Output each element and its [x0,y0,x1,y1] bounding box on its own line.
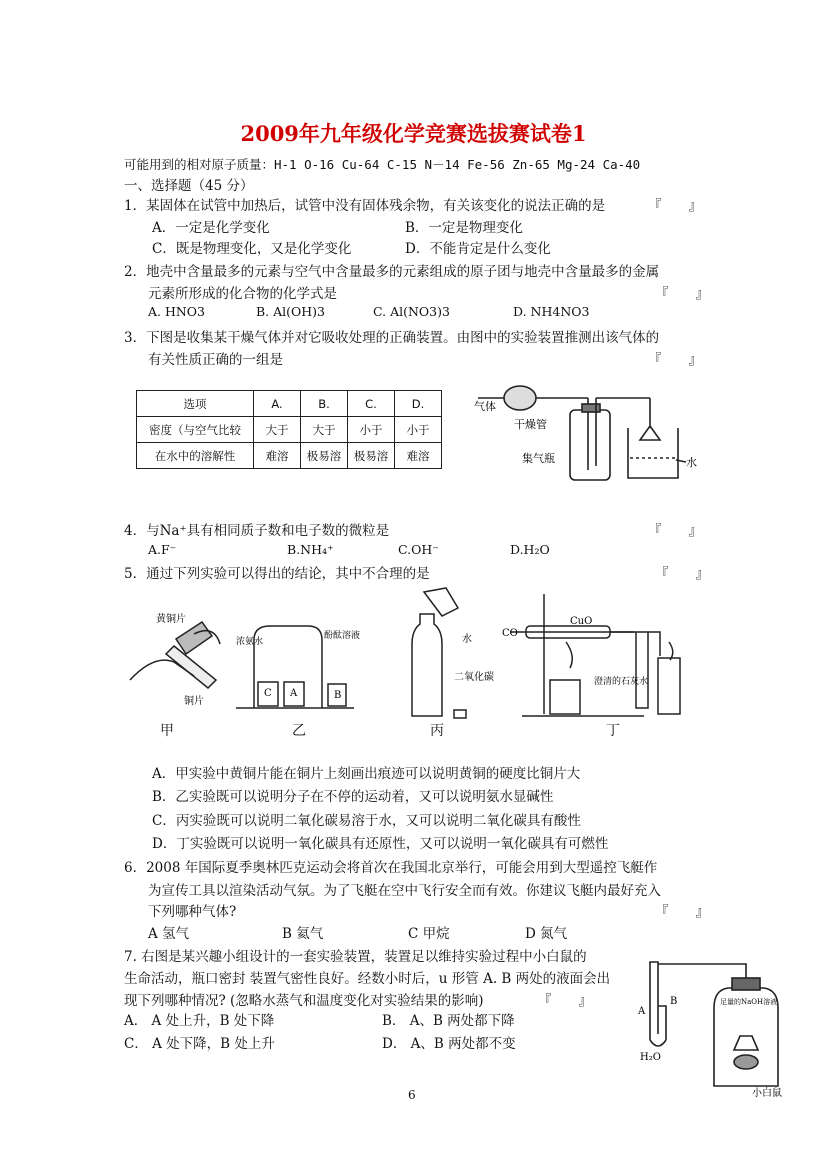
atomic-masses: 可能用到的相对原子质量：H-1 O-16 Cu-64 C-15 N－14 Fe-56 Zn-65 Mg-24 Ca-40 [124,157,641,172]
q2-option-d: D. NH4NO3 [513,304,590,319]
q5-answer-bracket: 『 』 [655,566,709,582]
table-cell: 难溶 [395,443,442,469]
table-cell: 小于 [348,417,395,443]
q1-option-b: B．一定是物理变化 [405,220,523,236]
co2-label: 二氧化碳 [454,672,494,683]
table-row [137,443,442,469]
dryer-label: 干燥管 [514,418,547,431]
co-label: CO [502,628,518,639]
table-cell: D. [395,391,442,417]
table-row [137,417,442,443]
label-a: A [638,1006,646,1017]
q3-stem-line1: 3．下图是收集某干燥气体并对它吸收处理的正确装置。由图中的实验装置推测出该气体的 [124,330,660,346]
q4-option-b: B.NH₄⁺ [287,542,334,557]
caption-ding: 丁 [606,723,620,739]
cuo-label: CuO [570,616,593,627]
q3-apparatus-figure [470,374,710,486]
q1-stem: 1．某固体在试管中加热后，试管中没有固体残余物，有关该变化的说法正确的是 [124,198,606,214]
table-cell: 难溶 [254,443,301,469]
beaker-a-label: A [290,688,298,699]
q3-stem-line2: 有关性质正确的一组是 [148,352,283,368]
table-cell: 小于 [395,417,442,443]
q4-option-a: A.F⁻ [148,542,177,557]
caption-jia: 甲 [160,723,174,739]
table-cell: 在水中的溶解性 [137,443,254,469]
q1-option-a: A．一定是化学变化 [152,220,270,236]
q6-option-d: D 氮气 [525,926,568,942]
table-cell: 极易溶 [301,443,348,469]
table-cell: 密度（与空气比较 [137,417,254,443]
q7-answer-bracket: 『 』 [538,993,592,1009]
q6-stem-line1: 6．2008 年国际夏季奥林匹克运动会将首次在我国北京举行，可能会用到大型遥控飞艇作 [124,860,658,876]
table-cell: A. [254,391,301,417]
limewater-label: 澄清的石灰水 [594,677,649,687]
q3-options-table [136,390,442,469]
q4-option-c: C.OH⁻ [398,542,439,557]
q6-option-a: A 氢气 [148,926,190,942]
beaker-b-label: B [334,690,342,701]
q7-stem-line2: 生命活动，瓶口密封 装置气密性良好。经数小时后，u 形管 A. B 两处的液面会出 [124,971,611,987]
q7-option-b: B． A、B 两处都下降 [382,1013,515,1029]
mouse-label: 小白鼠 [752,1088,782,1098]
table-cell: C. [348,391,395,417]
q5-experiments-figure [124,584,719,720]
q2-answer-bracket: 『 』 [655,286,709,302]
q7-option-d: D． A、B 两处都不变 [382,1036,516,1052]
beaker-c-label: C [264,688,272,699]
jar-label: 集气瓶 [522,452,555,465]
q6-answer-bracket: 『 』 [655,904,709,920]
phenol-label: 酚酞溶液 [324,631,361,641]
q6-option-b: B 氦气 [282,926,324,942]
table-cell: 大于 [301,417,348,443]
q1-option-d: D．不能肯定是什么变化 [405,241,551,257]
page-title: 2009年九年级化学竞赛选拔赛试卷1 [240,121,587,146]
q1-option-c: C．既是物理变化，又是化学变化 [152,241,352,257]
q5-option-b: B．乙实验既可以说明分子在不停的运动着，又可以说明氨水显碱性 [152,789,554,805]
table-cell: 大于 [254,417,301,443]
caption-yi: 乙 [292,723,306,739]
q2-option-c: C. Al(NO3)3 [373,304,450,319]
caption-bing: 丙 [430,723,444,739]
page-number: 6 [408,1088,416,1102]
q7-stem-line1: 7. 右图是某兴趣小组设计的一套实验装置，装置足以维持实验过程中小白鼠的 [124,949,587,965]
q4-answer-bracket: 『 』 [648,523,702,539]
water-label: 水 [686,456,697,469]
q6-stem-line3: 下列哪种气体? [148,904,237,920]
conc-ammonia-label: 浓氨水 [236,637,264,647]
section-heading: 一、选择题（45 分） [124,178,254,194]
q2-option-b: B. Al(OH)3 [256,304,326,319]
q4-option-d: D.H₂O [510,542,550,557]
q7-apparatus-figure [636,950,786,1098]
q3-answer-bracket: 『 』 [648,352,702,368]
q5-stem: 5．通过下列实验可以得出的结论，其中不合理的是 [124,566,430,582]
h2o-label: H₂O [640,1052,661,1063]
q6-option-c: C 甲烷 [408,926,450,942]
table-cell: B. [301,391,348,417]
copper-label: 铜片 [184,696,204,707]
q5-option-d: D．丁实验既可以说明一氧化碳具有还原性，又可以说明一氧化碳具有可燃性 [152,836,609,852]
table-cell: 极易溶 [348,443,395,469]
q2-option-a: A. HNO3 [148,304,206,319]
water-label-bing: 水 [462,634,472,645]
q2-stem-line2: 元素所形成的化合物的化学式是 [148,286,337,302]
naoh-label: 足量的NaOH溶液 [720,998,778,1006]
table-row [137,391,442,417]
table-cell: 选项 [137,391,254,417]
q7-option-c: C． A 处下降，B 处上升 [124,1036,275,1052]
label-b: B [670,996,678,1007]
gas-label: 气体 [474,400,496,413]
q7-option-a: A． A 处上升，B 处下降 [124,1013,275,1029]
q6-stem-line2: 为宣传工具以渲染活动气氛。为了飞艇在空中飞行安全而有效。你建议飞艇内最好充入 [148,883,661,899]
q4-stem: 4．与Na⁺具有相同质子数和电子数的微粒是 [124,523,390,539]
q1-answer-bracket: 『 』 [648,198,702,214]
q2-stem-line1: 2．地壳中含量最多的元素与空气中含量最多的元素组成的原子团与地壳中含量最多的金属 [124,264,660,280]
q7-stem-line3: 现下列哪种情况? (忽略水蒸气和温度变化对实验结果的影响) [124,993,484,1009]
q5-option-a: A．甲实验中黄铜片能在铜片上刻画出痕迹可以说明黄铜的硬度比铜片大 [152,766,581,782]
brass-label: 黄铜片 [156,614,186,625]
q5-option-c: C．丙实验既可以说明二氧化碳易溶于水，又可以说明二氧化碳具有酸性 [152,813,581,829]
